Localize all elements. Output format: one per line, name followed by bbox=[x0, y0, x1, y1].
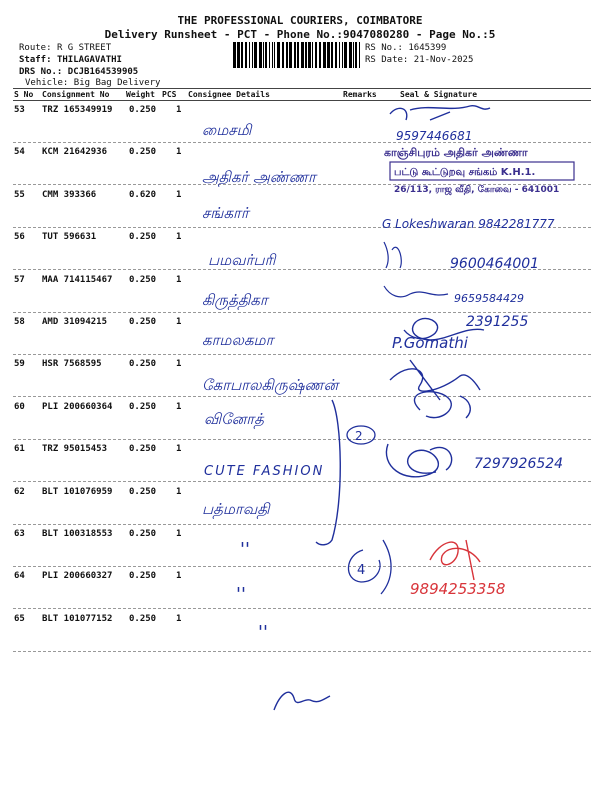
col-remarks: Remarks bbox=[343, 90, 377, 99]
row-weight: 0.620 bbox=[129, 190, 157, 200]
sig-61-phone: 7297926524 bbox=[474, 456, 564, 472]
barcode-bar bbox=[249, 42, 250, 68]
header-top-rule bbox=[13, 88, 591, 89]
barcode-bar bbox=[241, 42, 243, 68]
row-consignment-no: CMM 393366 bbox=[42, 190, 97, 200]
drs-label: DRS No.: bbox=[19, 67, 63, 77]
barcode-bar bbox=[254, 42, 257, 68]
row-consignment-no: AMD 31094215 bbox=[42, 317, 108, 327]
row-sno: 62 bbox=[14, 487, 25, 497]
row-weight: 0.250 bbox=[129, 105, 157, 115]
row-weight: 0.250 bbox=[129, 359, 157, 369]
row-consignment-no: BLT 101077152 bbox=[42, 614, 113, 624]
ditto-63: '' bbox=[240, 539, 250, 560]
consignee-53: மைசமி bbox=[202, 121, 252, 139]
row-sno: 54 bbox=[14, 147, 25, 157]
consignee-handwriting bbox=[180, 100, 350, 660]
row-consignment-no: MAA 714115467 bbox=[42, 275, 113, 285]
col-seal: Seal & Signature bbox=[400, 90, 478, 99]
row-weight: 0.250 bbox=[129, 614, 157, 624]
barcode-bar bbox=[355, 42, 357, 68]
row-sno: 53 bbox=[14, 105, 25, 115]
sig-53-phone: 9597446681 bbox=[396, 129, 473, 143]
row-pcs: 1 bbox=[176, 444, 182, 454]
row-weight: 0.250 bbox=[129, 147, 157, 157]
barcode-bar bbox=[315, 42, 317, 68]
row-consignment-no: BLT 100318553 bbox=[42, 529, 113, 539]
row-weight: 0.250 bbox=[129, 402, 157, 412]
barcode-bar bbox=[339, 42, 340, 68]
row-weight: 0.250 bbox=[129, 444, 157, 454]
barcode-bar bbox=[263, 42, 264, 68]
vehicle-label: Vehicle: bbox=[25, 78, 69, 88]
barcode-bar bbox=[312, 42, 313, 68]
row-sno: 55 bbox=[14, 190, 25, 200]
staff-label: Staff: bbox=[19, 55, 52, 65]
row-consignment-no: KCM 21642936 bbox=[42, 147, 108, 157]
stamp-line-1: காஞ்சிபுரம் அதிகர் அண்ணா bbox=[384, 146, 528, 159]
consignee-58: காமலகமா bbox=[202, 331, 274, 349]
barcode-bar bbox=[331, 42, 333, 68]
row-weight: 0.250 bbox=[129, 571, 157, 581]
rs-no-label: RS No.: bbox=[365, 43, 403, 53]
sig-56-phone: 9600464001 bbox=[450, 256, 540, 272]
rs-date-line bbox=[365, 54, 473, 66]
row-pcs: 1 bbox=[176, 275, 182, 285]
barcode-bar bbox=[319, 42, 321, 68]
row-pcs: 1 bbox=[176, 190, 182, 200]
col-pcs: PCS bbox=[162, 90, 177, 99]
row-pcs: 1 bbox=[176, 402, 182, 412]
row-weight: 0.250 bbox=[129, 487, 157, 497]
rs-no-line bbox=[365, 42, 446, 54]
barcode-bar bbox=[308, 42, 311, 68]
barcode-bar bbox=[286, 42, 288, 68]
row-consignment-no: TRZ 95015453 bbox=[42, 444, 108, 454]
barcode-bar bbox=[344, 42, 347, 68]
row-sno: 65 bbox=[14, 614, 25, 624]
row-consignment-no: PLI 200660327 bbox=[42, 571, 113, 581]
row-pcs: 1 bbox=[176, 105, 182, 115]
stamp-line-2: பட்டு கூட்டுறவு சங்கம் K.H.1. bbox=[394, 167, 536, 178]
row-pcs: 1 bbox=[176, 147, 182, 157]
row-sno: 64 bbox=[14, 571, 25, 581]
barcode-bar bbox=[301, 42, 304, 68]
barcode-bar bbox=[335, 42, 337, 68]
stamp-line-3: 26/113, ராஜ வீதி, கோவை - 641001 bbox=[394, 185, 560, 195]
row-pcs: 1 bbox=[176, 571, 182, 581]
barcode-bar bbox=[323, 42, 326, 68]
consignee-62: பத்மாவதி bbox=[202, 500, 270, 518]
row-consignment-no: TRZ 165349919 bbox=[42, 105, 113, 115]
row-weight: 0.250 bbox=[129, 317, 157, 327]
barcode-bar bbox=[265, 42, 267, 68]
barcode-bar bbox=[272, 42, 273, 68]
barcode-bar bbox=[269, 42, 270, 68]
company-title: THE PROFESSIONAL COURIERS, COIMBATORE bbox=[177, 14, 423, 27]
consignee-56: பமவர்பரி bbox=[208, 251, 276, 269]
row-pcs: 1 bbox=[176, 232, 182, 242]
signature-57 bbox=[384, 286, 448, 297]
sig-red-phone: 9894253358 bbox=[410, 580, 506, 598]
sig-57-phone: 9659584429 bbox=[454, 292, 524, 305]
row-weight: 0.250 bbox=[129, 275, 157, 285]
remarks-count-1: 2 bbox=[355, 429, 363, 443]
barcode-bar bbox=[305, 42, 307, 68]
row-pcs: 1 bbox=[176, 614, 182, 624]
row-pcs: 1 bbox=[176, 359, 182, 369]
ditto-65: '' bbox=[258, 622, 268, 643]
signature-53 bbox=[390, 106, 490, 120]
rs-date-label: RS Date: bbox=[365, 55, 409, 65]
route-value: R G STREET bbox=[56, 43, 112, 53]
row-consignment-no: PLI 200660364 bbox=[42, 402, 113, 412]
sig-58-name: P.Gomathi bbox=[392, 334, 468, 352]
shop-stamp bbox=[384, 146, 574, 195]
consignee-57: கிருத்திகா bbox=[202, 291, 268, 309]
row-consignment-no: HSR 7568595 bbox=[42, 359, 102, 369]
row-sno: 58 bbox=[14, 317, 25, 327]
row-sno: 59 bbox=[14, 359, 25, 369]
row-sno: 63 bbox=[14, 529, 25, 539]
row-sno: 57 bbox=[14, 275, 25, 285]
row-weight: 0.250 bbox=[129, 232, 157, 242]
signature-column bbox=[370, 100, 600, 620]
row-sno: 60 bbox=[14, 402, 25, 412]
sig-55-name-phone: G Lokeshwaran 9842281777 bbox=[382, 217, 555, 231]
drs-value: DCJB164539905 bbox=[67, 67, 139, 77]
consignee-61: CUTE FASHION bbox=[204, 464, 325, 479]
barcode-bar bbox=[259, 42, 262, 68]
route-line bbox=[19, 42, 111, 54]
barcode-bar bbox=[294, 42, 296, 68]
barcode-bar bbox=[277, 42, 280, 68]
rs-no-value: 1645399 bbox=[408, 43, 447, 53]
row-pcs: 1 bbox=[176, 317, 182, 327]
sig-58-number: 2391255 bbox=[466, 314, 529, 330]
consignee-59: கோபாலகிருஷ்ணன் bbox=[202, 376, 339, 394]
signature-59 bbox=[390, 360, 480, 400]
consignee-55: சங்கார் bbox=[202, 204, 249, 222]
signature-60 bbox=[414, 392, 470, 418]
col-weight: Weight bbox=[126, 90, 155, 99]
barcode-bar bbox=[282, 42, 284, 68]
staff-line bbox=[19, 54, 122, 66]
barcode-bar bbox=[289, 42, 292, 68]
row-pcs: 1 bbox=[176, 529, 182, 539]
barcode-bar bbox=[359, 42, 360, 68]
ditto-64: '' bbox=[236, 584, 246, 605]
row-consignment-no: TUT 596631 bbox=[42, 232, 97, 242]
barcode-bar bbox=[237, 42, 240, 68]
barcode-bar bbox=[297, 42, 299, 68]
row-consignment-no: BLT 101076959 bbox=[42, 487, 113, 497]
signature-red bbox=[430, 540, 480, 580]
route-label: Route: bbox=[19, 43, 52, 53]
runsheet-subtitle: Delivery Runsheet - PCT - Phone No.:9047080280 - Page No.:5 bbox=[104, 28, 496, 41]
row-sno: 56 bbox=[14, 232, 25, 242]
barcode-bar bbox=[353, 42, 354, 68]
consignee-54: அதிகர் அண்ணா bbox=[202, 168, 316, 186]
staff-value: THILAGAVATHI bbox=[56, 55, 122, 65]
remarks-count-2: 4 bbox=[357, 563, 366, 578]
barcode-bar bbox=[274, 42, 275, 68]
barcode bbox=[233, 42, 361, 68]
rs-date-value: 21-Nov-2025 bbox=[413, 55, 474, 65]
consignee-60: வினோத் bbox=[204, 410, 264, 428]
row-weight: 0.250 bbox=[129, 529, 157, 539]
vehicle-value: Big Bag Delivery bbox=[73, 78, 161, 88]
barcode-bar bbox=[327, 42, 330, 68]
col-sno: S No bbox=[14, 90, 34, 99]
signature-56 bbox=[384, 242, 401, 268]
col-consignee: Consignee Details bbox=[188, 90, 270, 99]
signature-61 bbox=[386, 444, 451, 477]
row-pcs: 1 bbox=[176, 487, 182, 497]
staff-final-signature bbox=[270, 680, 340, 720]
barcode-bar bbox=[233, 42, 236, 68]
barcode-bar bbox=[342, 42, 343, 68]
barcode-bar bbox=[245, 42, 247, 68]
barcode-bar bbox=[252, 42, 253, 68]
barcode-bar bbox=[349, 42, 352, 68]
col-consignment: Consignment No bbox=[42, 90, 110, 99]
row-sno: 61 bbox=[14, 444, 25, 454]
